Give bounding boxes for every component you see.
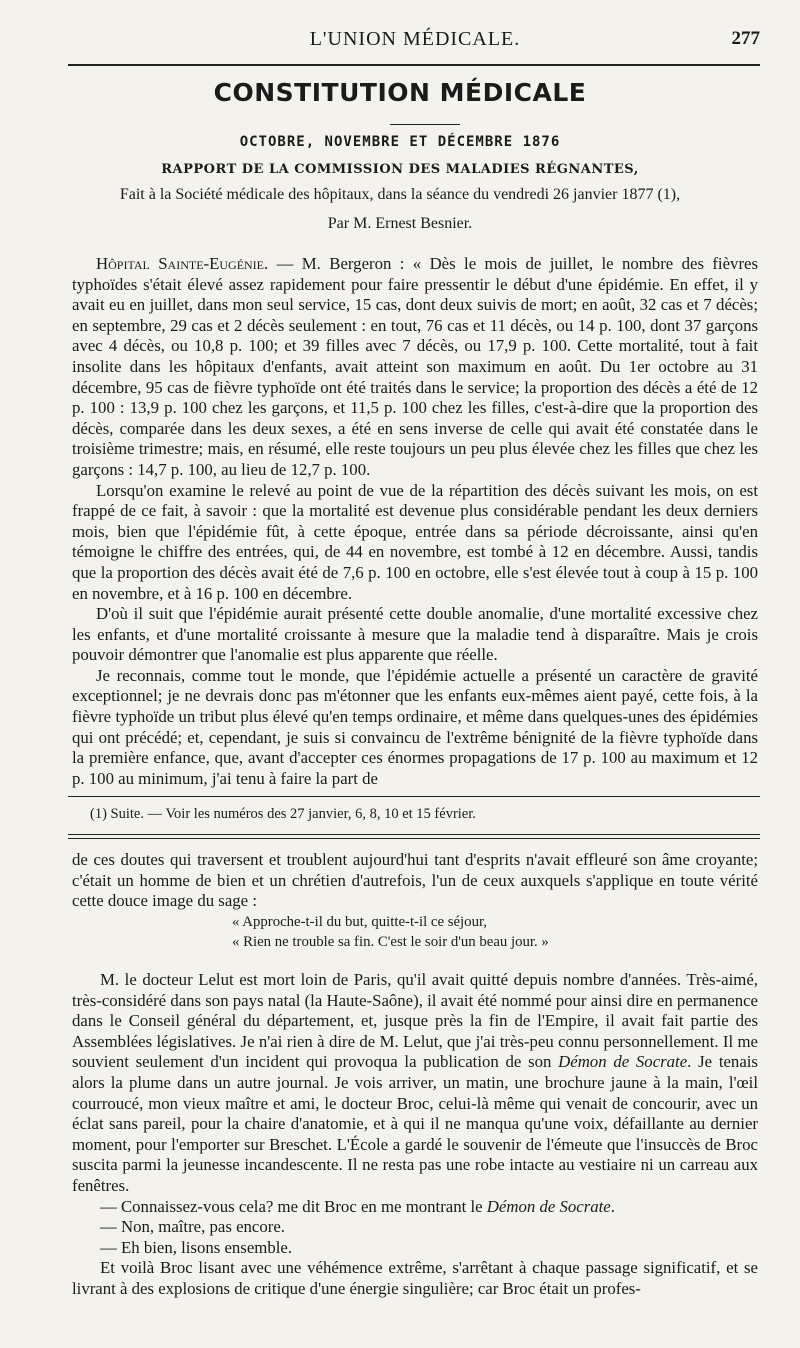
running-title: L'UNION MÉDICALE. [309,28,521,50]
section-title: CONSTITUTION MÉDICALE [213,78,587,107]
article-body [72,254,758,789]
footnote: (1) Suite. — Voir les numéros des 27 janvier, 6, 8, 10 et 15 février. [90,806,476,822]
feuilleton-paragraph [72,970,758,1197]
running-header [70,28,760,58]
book-title: Démon de Socrate [486,1196,611,1216]
verse-line: « Rien ne trouble sa fin. C'est le soir d'un beau jour. » [232,934,549,950]
hospital-name: Hôpital Sainte-Eugénie. [96,254,269,273]
title-rule [390,124,460,125]
dialogue-line: — Non, maître, pas encore. [100,1217,285,1237]
article-paragraph: Lorsqu'on examine le relevé au point de vue de la répartition des décès suivant les mois, on est frappé de ce fait, à savoir : que la mortalité est devenue plus considérable pendant les deux derniers mois, bien que l'épidémie fût, à cette époque, entrée dans sa période décroissante, ainsi qu'en témoigne le chiffre des entrées, qui, de 44 en novembre, est tombé à 12 en décembre. Aussi, tandis que la proportion des décès avait été de 7,6 p. 100 en octobre, elle s'est élevée tout à coup à 15 p. 100 en novembre, et à 16 p. 100 en décembre. [72,480,758,603]
verse-line: « Approche-t-il du but, quitte-t-il ce séjour, [232,914,488,930]
page-number: 277 [731,28,760,49]
dialogue-line: — Eh bien, lisons ensemble. [100,1237,293,1257]
paragraph-text: — M. Bergeron : « Dès le mois de juillet, le nombre des fièvres typhoïdes s'était élevé assez rapidement pour faire pressentir le début d'une épidémie. En effet, il y avait eu en juillet, dans mon seul service, 15 cas, dont deux suivis de mort; en août, 32 cas et 7 décès; en septembre, 29 cas et 2 décès seulement : en tout, 76 cas et 11 décès, ou 14 p. 100, dont 37 garçons avec 4 décès, ou 10,8 p. 100; et 39 filles avec 7 décès, ou 17,9 p. 100. Cette mortalité, tout à fait insolite dans les hôpitaux d'enfants, avait atteint son maximum en août. Du 1er octobre au 31 décembre, 95 cas de fièvre typhoïde ont été traités dans le service; la proportion des décès a été de 12 p. 100 : 13,9 p. 100 chez les garçons, et 11,5 p. 100 chez les filles, c'est-à-dire que la proportion des décès, comparée dans les deux sexes, a été en sens inverse de celle qui avait été constatée dans le troisième trimestre; mais, en résumé, elle reste toujours un peu plus élevée chez les filles que chez les garçons : 14,7 p. 100, au lieu de 12,7 p. 100. [72,254,759,479]
verse-quote [232,912,740,952]
article-paragraph [72,254,758,481]
article-paragraph: D'où il suit que l'épidémie aurait présenté cette double anomalie, d'une mortalité excessive chez les enfants, et d'une mortalité croissante à mesure que la maladie tend à disparaître. Mais je crois pouvoir démontrer que l'anomalie est plus apparente que réelle. [72,604,758,665]
feuilleton-rule [68,834,760,839]
feuilleton-paragraph: Et voilà Broc lisant avec une véhémence extrême, s'arrêtant à chaque passage significatif, et se livrant à des explosions de critique d'une énergie singulière; car Broc était un profes- [72,1258,758,1298]
feuilleton-body [72,970,758,1300]
report-heading: RAPPORT DE LA COMMISSION DES MALADIES RÉGNANTES, [161,162,639,177]
paragraph-text: . [610,1196,615,1216]
paragraph-text: — Connaissez-vous cela? me dit Broc en me montrant le [100,1196,487,1216]
feuilleton-body-intro [72,850,758,912]
author-line: Par M. Ernest Besnier. [327,215,473,232]
paragraph-text: M. le docteur Lelut est mort loin de Paris, qu'il avait quitté depuis nombre d'années. Très-aimé, très-considéré dans son pays natal (la Haute-Saône), il avait été nommé pour ainsi dire en permanence dans le Conseil général du département, et, jusque près la fin de l'Empire, il avait fait partie des Assemblées législatives. Je n'ai rien à dire de M. Lelut, que j'ai très-peu connu personnellement. Il me souvient seulement d'un incident qui provoqua la publication de son [72,970,758,1072]
article-paragraph: Je reconnais, comme tout le monde, que l'épidémie actuelle a présenté un caractère de gravité exceptionnel; je ne devrais donc pas m'étonner que les enfants eux-mêmes aient payé, cette fois, à la fièvre typhoïde un tribut plus élevé qu'en temps ordinaire, et même dans quelques-unes des épidémies qui ont précédé; et, cependant, je suis si convaincu de l'extrême bénignité de la fièvre typhoïde dans la première enfance, que, avant d'accepter ces énormes propagations de 17 p. 100 au maximum et 12 p. 100 au minimum, j'ai tenu à faire la part de [72,665,758,788]
dialogue-line [72,1197,758,1218]
book-title: Démon de Socrate [558,1052,688,1072]
meeting-line: Fait à la Société médicale des hôpitaux, dans la séance du vendredi 26 janvier 1877 (1), [119,186,681,203]
section-subtitle: OCTOBRE, NOVEMBRE ET DÉCEMBRE 1876 [239,134,561,150]
header-rule [68,64,760,66]
paragraph-text: . Je tenais alors la plume dans un autre journal. Je vois arriver, un matin, une brochure jaune à la main, l'œil courroucé, mon vieux maître et ami, le docteur Broc, celui-là même qui venait de concourir, avec un éclat sans pareil, pour la chaire d'anatomie, et à qui il ne manqua qu'une voix, défaillante au dernier moment, pour l'emporter sur Breschet. L'École a gardé le souvenir de l'émeute que l'insuccès de Broc suscita parmi la jeunesse incandescente. Il ne resta pas une robe intacte au vestiaire ni un carreau aux fenêtres. [72,1052,758,1195]
footnote-rule [68,796,760,797]
feuilleton-paragraph: de ces doutes qui traversent et troublent aujourd'hui tant d'esprits n'avait effleuré son âme croyante; c'était un homme de bien et un chrétien d'autrefois, l'un de ceux auxquels s'applique en toute vérité cette douce image du sage : [72,850,758,911]
